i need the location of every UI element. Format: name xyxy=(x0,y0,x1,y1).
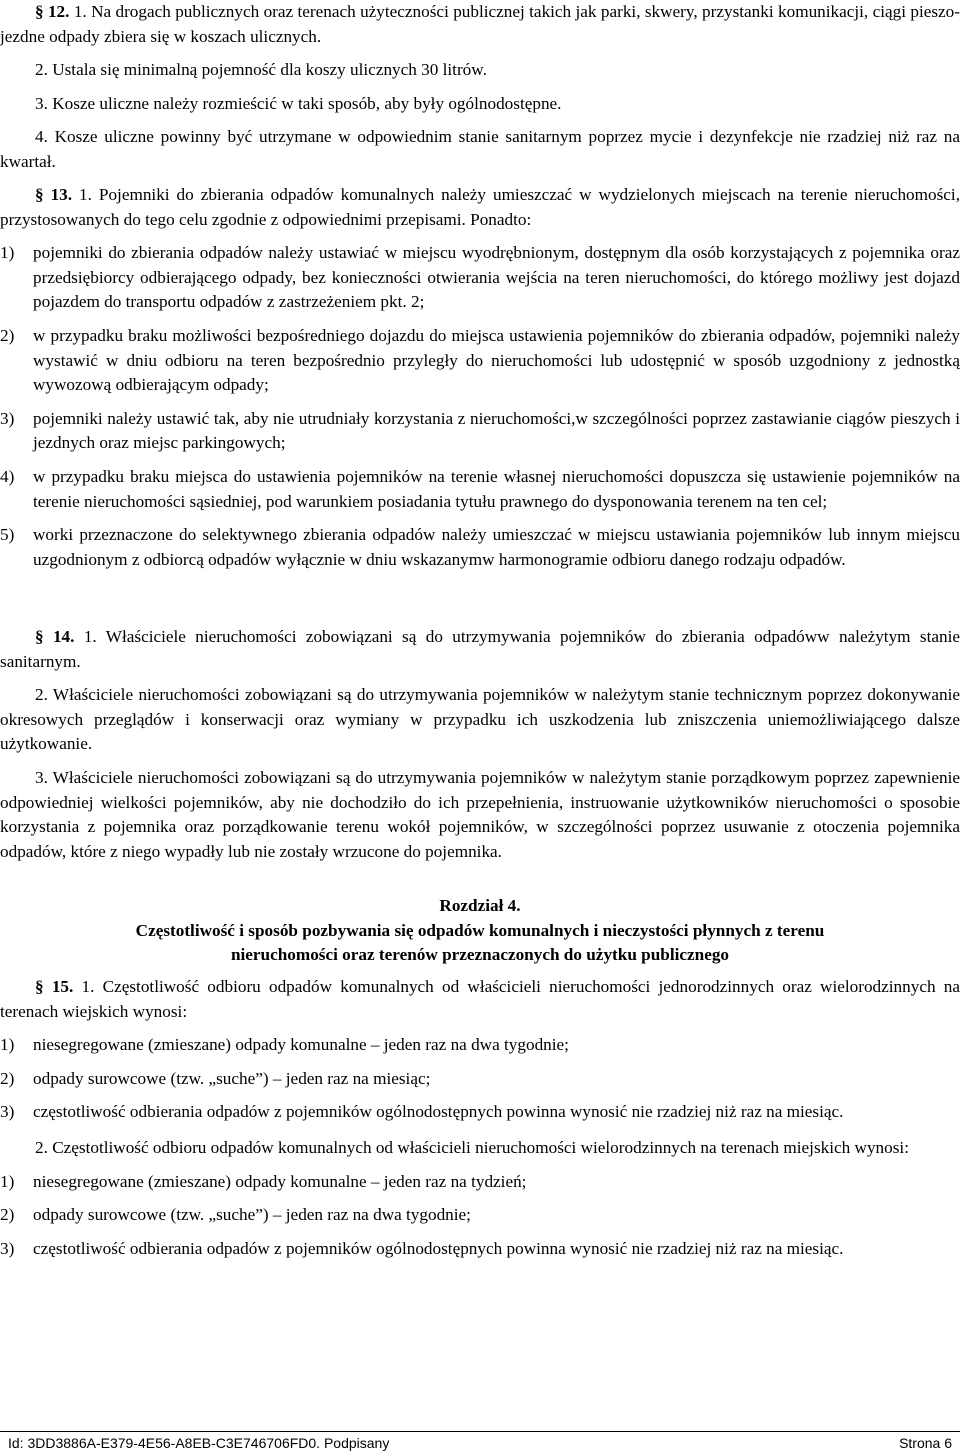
para13-intro-text: 1. Pojemniki do zbierania odpadów komunalnych należy umieszczać w wydzielonych miejscach na terenie nieruchomości, przystosowanych do tego celu zgodnie z odpowiednimi przepisami. Ponadto: xyxy=(0,185,960,229)
list-item xyxy=(0,1033,960,1058)
list-item-number: 4) xyxy=(0,466,15,486)
para14-point3: 3. Właściciele nieruchomości zobowiązani są do utrzymywania pojemników w należytym stanie porządkowym poprzez zapewnienie odpowiedniej wielkości pojemników, aby nie dochodziło do ich przepełnienia, instruowanie użytkowników nieruchomości o sposobie korzystania z pojemnika oraz porządkowanie terenu wokół pojemników, w szczególności poprzez usuwanie z otoczenia pojemnika odpadów, które z niego wypadły lub nie zostały wrzucone do pojemnika. xyxy=(0,767,960,861)
list-item xyxy=(0,1203,960,1228)
list-item-number: 1) xyxy=(0,243,15,263)
list-item-text: w przypadku braku możliwości bezpośredniego dojazdu do miejsca ustawienia pojemników do zbierania odpadów, pojemniki należy wystawić w dniu odbioru na teren bezpośrednio przyległy do nieruchomości lub udostępnić w sposób uzgodniony z jednostką wywozową odbierającym odpady; xyxy=(33,325,960,395)
list-item-number: 1) xyxy=(0,1035,15,1055)
list-item xyxy=(0,1100,960,1125)
para12-point1 xyxy=(0,0,960,49)
list-item xyxy=(0,1237,960,1262)
section-number: § 12. xyxy=(35,2,70,21)
list-item xyxy=(0,523,960,572)
para12-point3: 3. Kosze uliczne należy rozmieścić w taki sposób, aby były ogólnodostępne. xyxy=(35,93,562,113)
para15-point1 xyxy=(0,975,960,1024)
para12-point4: 4. Kosze uliczne powinny być utrzymane w odpowiednim stanie sanitarnym poprzez mycie i dezynfekcje nie rzadziej niż raz na kwartał. xyxy=(0,127,960,171)
list-item xyxy=(0,407,960,456)
para15-point2: 2. Częstotliwość odbioru odpadów komunalnych od właścicieli nieruchomości wielorodzinnych na terenach miejskich wynosi: xyxy=(35,1137,909,1157)
list-item-number: 5) xyxy=(0,525,15,545)
list-item-number: 1) xyxy=(0,1171,15,1191)
list-item-text: częstotliwość odbierania odpadów z pojemników ogólnodostępnych powinna wynosić nie rzadziej niż raz na miesiąc. xyxy=(33,1102,844,1122)
list-item-text: odpady surowcowe (tzw. „suche”) – jeden raz na miesiąc; xyxy=(33,1068,431,1088)
para14-point1-text: 1. Właściciele nieruchomości zobowiązani są do utrzymywania pojemników do zbierania odpadóww należytym stanie sanitarnym. xyxy=(0,627,960,671)
paragraph-13 xyxy=(0,183,960,572)
footer-divider xyxy=(0,1431,960,1432)
chapter-title-line2: nieruchomości oraz terenów przeznaczonych do użytku publicznego xyxy=(230,945,730,965)
para13-intro xyxy=(0,183,960,232)
list-item-number: 2) xyxy=(0,1205,15,1225)
document-id: Id: 3DD3886A-E379-4E56-A8EB-C3E746706FD0. Podpisany xyxy=(8,1435,390,1451)
page-footer xyxy=(8,1434,952,1452)
chapter-title-line1: Częstotliwość i sposób pozbywania się odpadów komunalnych i nieczystości płynnych z terenu xyxy=(135,920,825,940)
section-number: § 14. xyxy=(35,627,75,646)
list-item-number: 2) xyxy=(0,325,15,345)
list-item-number: 3) xyxy=(0,408,15,428)
list-item-text: niesegregowane (zmieszane) odpady komunalne – jeden raz na dwa tygodnie; xyxy=(33,1035,569,1055)
para15-point1-text: 1. Częstotliwość odbioru odpadów komunalnych od właścicieli nieruchomości jednorodzinnych oraz wielorodzinnych na terenach wiejskich wynosi: xyxy=(0,977,960,1021)
list-item-number: 3) xyxy=(0,1238,15,1258)
list-item-text: pojemniki do zbierania odpadów należy ustawiać w miejscu wyodrębnionym, dostępnym dla osób korzystających z pojemnika oraz przedsiębiorcy odbierającego odpady, bez konieczności otwierania wejścia na teren nieruchomości, do którego możliwy jest dojazd pojazdem do transportu odpadów z zastrzeżeniem pkt. 2; xyxy=(33,243,960,312)
chapter-number: Rozdział 4. xyxy=(439,896,521,915)
para12-point1-text: 1. Na drogach publicznych oraz terenach użyteczności publicznej takich jak parki, skwery, przystanki komunikacji, ciągi pieszo-jezdne odpady zbiera się w koszach ulicznych. xyxy=(0,2,960,46)
section-number: § 13. xyxy=(35,185,73,204)
section-number: § 15. xyxy=(35,977,74,996)
list-item xyxy=(0,324,960,398)
chapter-heading xyxy=(0,894,960,968)
page-number: Strona 6 xyxy=(899,1435,952,1451)
list-item xyxy=(0,1067,960,1092)
para12-point2: 2. Ustala się minimalną pojemność dla koszy ulicznych 30 litrów. xyxy=(35,60,487,80)
list-item xyxy=(0,465,960,514)
paragraph-15 xyxy=(0,975,960,1261)
paragraph-14 xyxy=(0,625,960,864)
list-item-text: pojemniki należy ustawić tak, aby nie utrudniały korzystania z nieruchomości,w szczególności poprzez zastawianie ciągów pieszych i jezdnych oraz miejsc parkingowych; xyxy=(33,408,960,453)
list-item-text: worki przeznaczone do selektywnego zbierania odpadów należy umieszczać w miejscu ustawiania pojemników lub innym miejscu uzgodnionym z odbiorcą odpadów wyłącznie w dniu wskazanymw harmonogramie odbioru danego rodzaju odpadów. xyxy=(33,525,960,569)
list-item xyxy=(0,1170,960,1195)
para14-point1 xyxy=(0,625,960,674)
list-item-text: częstotliwość odbierania odpadów z pojemników ogólnodostępnych powinna wynosić nie rzadziej niż raz na miesiąc. xyxy=(33,1238,844,1258)
paragraph-12 xyxy=(0,0,960,175)
list-item-number: 2) xyxy=(0,1068,15,1088)
list-item-text: odpady surowcowe (tzw. „suche”) – jeden raz na dwa tygodnie; xyxy=(33,1205,471,1225)
list-item-text: w przypadku braku miejsca do ustawienia pojemników na terenie własnej nieruchomości dopuszcza się ustawienie pojemników na terenie nieruchomości sąsiedniej, pod warunkiem posiadania tytułu prawnego do dysponowania terenem na ten cel; xyxy=(33,466,960,511)
list-item-number: 3) xyxy=(0,1102,15,1122)
para14-point2: 2. Właściciele nieruchomości zobowiązani są do utrzymywania pojemników w należytym stanie technicznym poprzez dokonywanie okresowych przeglądów i konserwacji oraz wymiany w przypadku ich uszkodzenia lub zniszczenia uniemożliwiającego dalsze użytkowanie. xyxy=(0,685,960,754)
list-item xyxy=(0,241,960,315)
list-item-text: niesegregowane (zmieszane) odpady komunalne – jeden raz na tydzień; xyxy=(33,1171,527,1191)
